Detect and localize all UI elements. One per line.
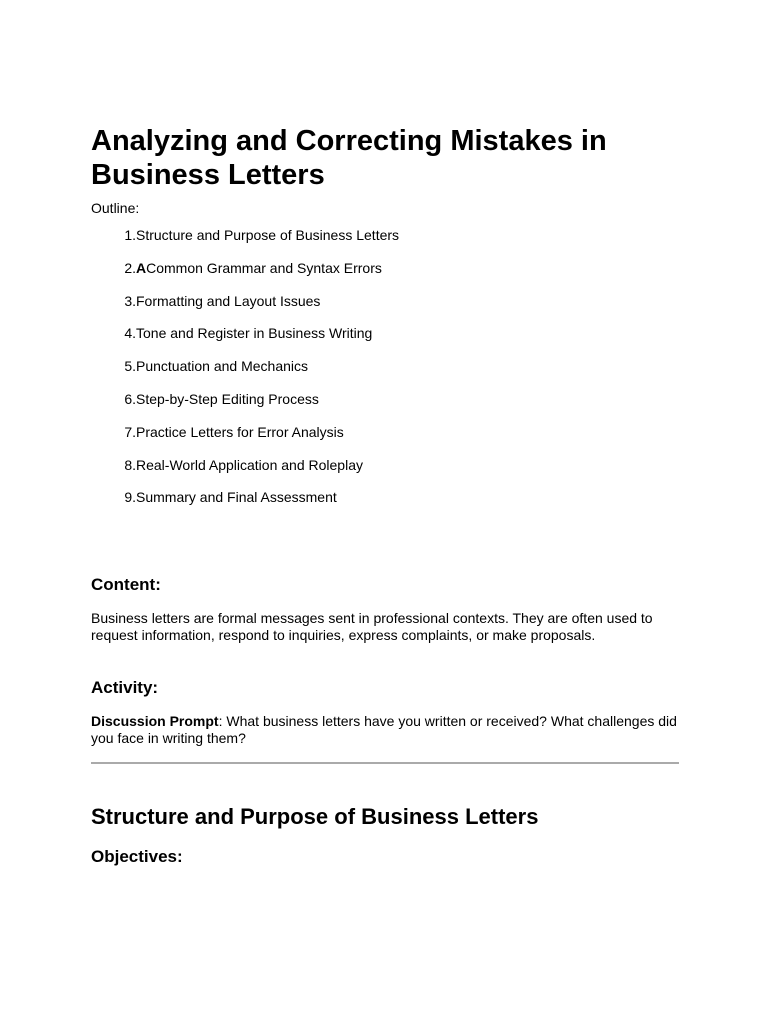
list-item-text: Formatting and Layout Issues: [136, 292, 321, 309]
list-item-text: Summary and Final Assessment: [136, 489, 337, 506]
list-item: [91, 358, 679, 375]
list-item-number: 1.: [124, 227, 136, 243]
list-item: [91, 457, 679, 474]
list-item-number: 4.: [124, 325, 136, 342]
document-title: Analyzing and Correcting Mistakes in Business Letters: [91, 125, 607, 191]
list-item-text: Practice Letters for Error Analysis: [136, 423, 344, 440]
list-item-number: 6.: [124, 390, 136, 407]
list-item: [91, 227, 679, 244]
content-heading: Content:: [91, 575, 161, 595]
discussion-paragraph: [91, 713, 679, 747]
list-item: [91, 489, 679, 506]
outline-label: Outline:: [91, 200, 140, 216]
section-title: Structure and Purpose of Business Letters: [91, 804, 539, 830]
list-item-number: 3.: [124, 292, 136, 309]
section-divider: [91, 762, 679, 764]
list-item-number: 7.: [124, 423, 136, 440]
outline-list: [91, 227, 679, 506]
activity-heading: Activity:: [91, 678, 159, 698]
list-item-text: Structure and Purpose of Business Letters: [136, 227, 400, 243]
content-paragraph: Business letters are formal messages sent in professional contexts. They are often used to request information, respond to inquiries, express complaints, or make proposals.: [91, 610, 653, 644]
document-page: [91, 124, 679, 867]
discussion-text: : What business letters have you written or received? What challenges did you face in writing them?: [91, 713, 677, 747]
list-item-number: 9.: [124, 489, 136, 506]
list-item: [91, 391, 679, 408]
list-item-text: Tone and Register in Business Writing: [136, 325, 373, 342]
list-item-text: Common Grammar and Syntax Errors: [146, 259, 382, 276]
list-item-number: 2.: [124, 259, 136, 276]
list-item: [91, 260, 679, 277]
list-item-text: Step-by-Step Editing Process: [136, 390, 319, 407]
list-item: [91, 293, 679, 310]
list-item-text: Punctuation and Mechanics: [136, 358, 308, 375]
list-item-number: 5.: [124, 358, 136, 375]
list-item: [91, 325, 679, 342]
list-item: [91, 424, 679, 441]
list-item-prefix: A: [136, 259, 147, 276]
discussion-label: Discussion Prompt: [91, 713, 219, 730]
objectives-heading: Objectives:: [91, 847, 183, 867]
list-item-number: 8.: [124, 456, 136, 473]
list-item-text: Real-World Application and Roleplay: [136, 456, 363, 473]
